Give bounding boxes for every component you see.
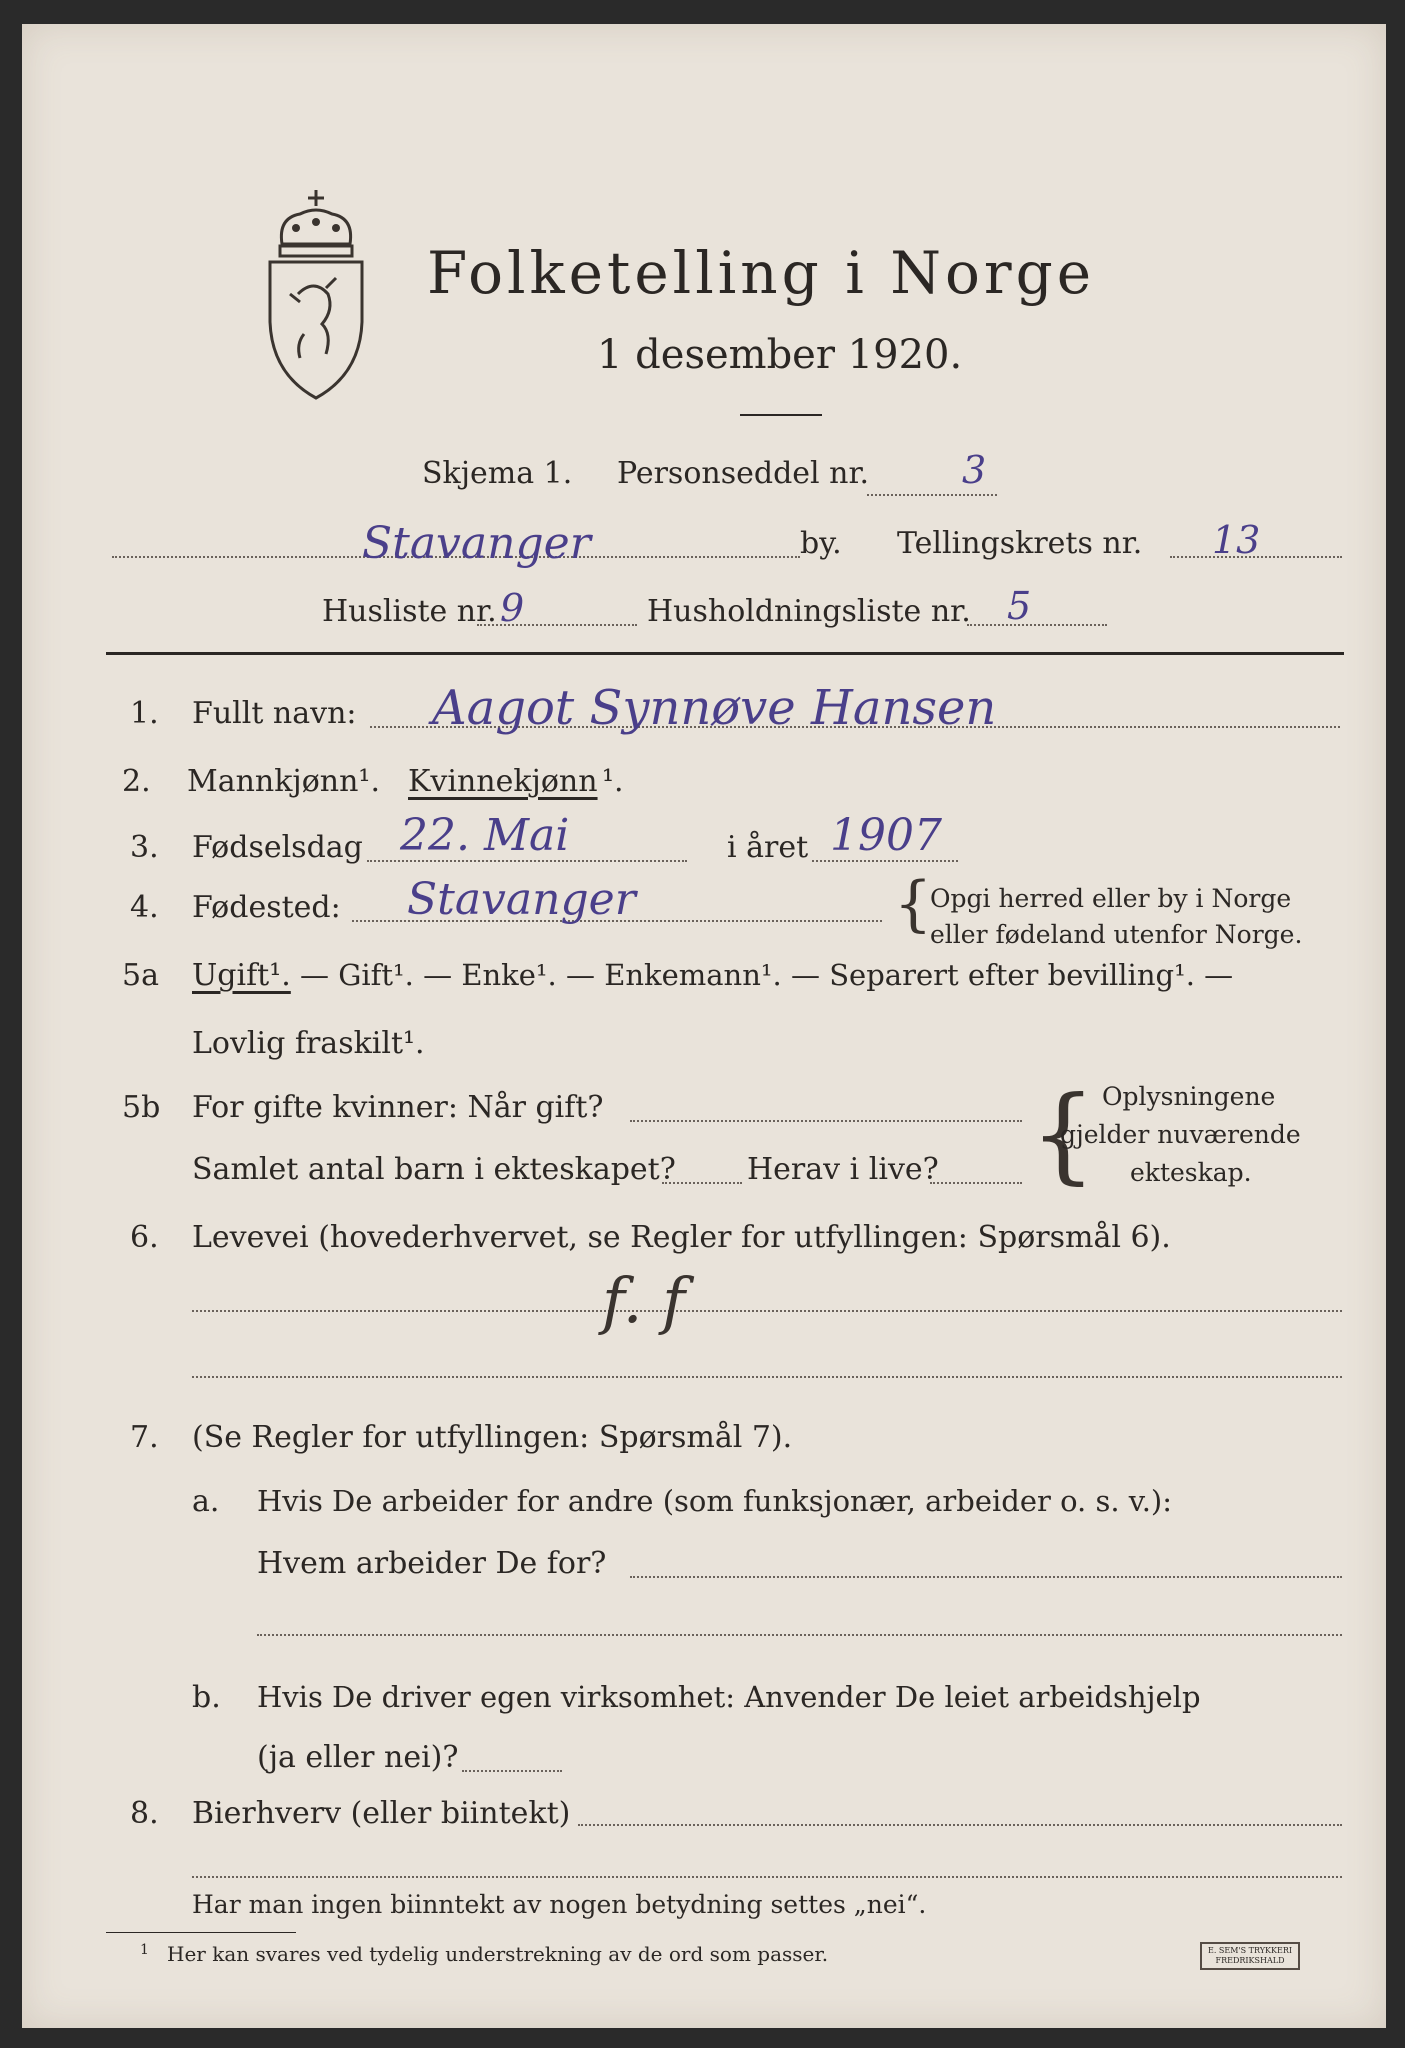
q4-note-1: Opgi herred eller by i Norge [930,884,1292,913]
tellingskrets-value[interactable]: 13 [1212,518,1261,562]
footnote-mark: 1 [140,1942,149,1958]
tellingskrets-label: Tellingskrets nr. [897,526,1143,561]
coat-of-arms-icon [260,184,372,404]
q5b-note-1: Oplysningene [1102,1082,1276,1111]
husholdning-value[interactable]: 5 [1007,584,1032,628]
q5a-number: 5a [122,958,159,993]
q7b-label-1: Hvis De driver egen virksomhet: Anvender De leiet arbeidshjelp [257,1680,1201,1714]
q5b-married-line [630,1120,1022,1122]
skjema-label: Skjema 1. [422,456,573,491]
q7a-label-2: Hvem arbeider De for? [257,1546,607,1581]
q4-number: 4. [130,890,159,925]
q6-line-2 [192,1376,1342,1378]
q5a-ugift-selected[interactable]: Ugift¹. [192,958,291,993]
q8-line-2 [192,1876,1342,1878]
q3-year-label: i året [727,830,809,865]
q2-number: 2. [122,764,151,799]
q7a-line-2 [257,1634,1342,1636]
footnote-rule [106,1932,296,1933]
birthplace-value[interactable]: Stavanger [407,874,636,925]
census-form-sheet [22,24,1386,2028]
q8-label: Bierhverv (eller biintekt) [192,1796,571,1831]
q5b-note-3: ekteskap. [1130,1158,1252,1187]
q5b-married-label: For gifte kvinner: Når gift? [192,1090,604,1125]
printer-stamp [1200,1942,1300,1970]
q1-number: 1. [130,696,159,731]
personseddel-line [867,494,997,496]
q2-female-selected[interactable]: Kvinnekjønn [408,764,598,799]
personseddel-label: Personseddel nr. [617,456,870,491]
q2-female-sup: ¹. [602,764,624,799]
footnote-text: Her kan svares ved tydelig understrekning av de ord som passer. [167,1942,829,1966]
q7b-line [462,1770,562,1772]
q5b-brace: { [1030,1073,1097,1195]
q8-note: Har man ingen biinntekt av nogen betydning settes „nei“. [192,1890,927,1919]
husholdning-label: Husholdningsliste nr. [647,594,971,629]
q7a-label-1: Hvis De arbeider for andre (som funksjonær, arbeider o. s. v.): [257,1484,1173,1518]
q6-label: Levevei (hovederhvervet, se Regler for utfyllingen: Spørsmål 6). [192,1220,1171,1255]
q5b-alive-line [930,1182,1022,1184]
q2-male[interactable]: Mannkjønn¹. [187,764,380,799]
title-divider [740,414,822,416]
occupation-value[interactable]: f. f [602,1264,686,1337]
husholdning-line [967,624,1107,626]
q8-line-1 [578,1824,1342,1826]
q4-brace: { [894,869,933,939]
form-title: Folketelling i Norge [427,239,1096,307]
q7-label: (Se Regler for utfyllingen: Spørsmål 7). [192,1420,793,1455]
birth-year-value[interactable]: 1907 [830,810,942,861]
header-rule [106,652,1344,655]
q4-label: Fødested: [192,890,341,925]
q7a-line-1 [630,1576,1342,1578]
city-value[interactable]: Stavanger [362,518,591,569]
q3-label: Fødselsdag [192,830,363,865]
q5a-options[interactable]: — Gift¹. — Enke¹. — Enkemann¹. — Separert efter bevilling¹. — [300,958,1234,992]
personseddel-value[interactable]: 3 [962,448,987,492]
q5b-alive-label: Herav i live? [747,1152,939,1187]
q7-number: 7. [130,1420,159,1455]
q8-number: 8. [130,1796,159,1831]
q3-number: 3. [130,830,159,865]
q5b-note-2: gjelder nuværende [1060,1120,1301,1149]
husliste-value[interactable]: 9 [500,586,525,630]
stamp-line-1: E. SEM'S TRYKKERI [1208,1946,1293,1955]
q6-line-1 [192,1310,1342,1312]
q7b-letter: b. [192,1680,221,1715]
q5b-children-label: Samlet antal barn i ekteskapet? [192,1152,676,1187]
by-label: by. [800,526,842,561]
q7b-label-2: (ja eller nei)? [257,1740,459,1775]
birth-day-value[interactable]: 22. Mai [400,810,570,861]
stamp-line-2: FREDRIKSHALD [1215,1956,1285,1965]
q4-note-2: eller fødeland utenfor Norge. [930,920,1303,949]
q5b-children-line [662,1182,742,1184]
q6-number: 6. [130,1220,159,1255]
q7a-letter: a. [192,1484,220,1519]
q5a-fraskilt[interactable]: Lovlig fraskilt¹. [192,1026,425,1061]
full-name-value[interactable]: Aagot Synnøve Hansen [432,680,997,736]
census-date: 1 desember 1920. [597,332,963,378]
husliste-label: Husliste nr. [322,594,497,629]
q1-label: Fullt navn: [192,696,357,731]
q5b-number: 5b [122,1090,161,1125]
